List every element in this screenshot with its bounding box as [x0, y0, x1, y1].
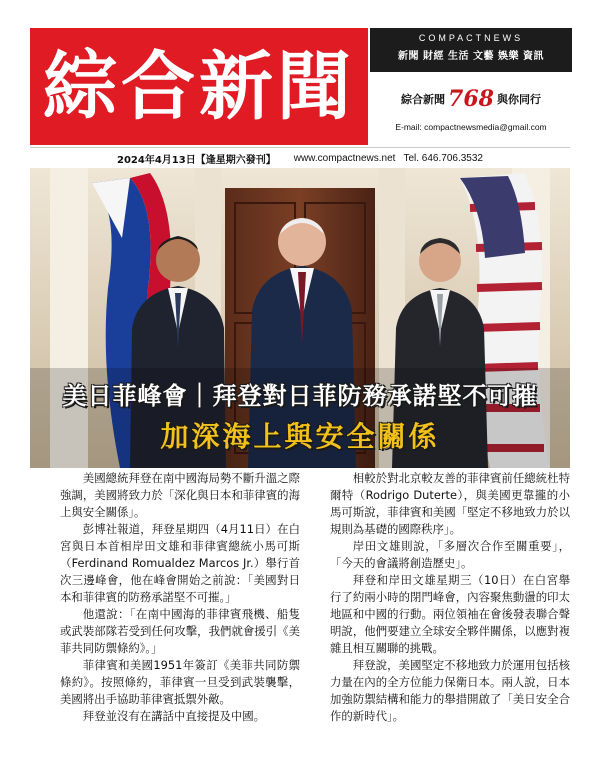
tagline-number: 768	[448, 86, 494, 112]
paragraph: 岸田文雄則說，「多層次合作至關重要」，「今天的會議將創造歷史」。	[330, 539, 570, 570]
tagline-suffix: 與你同行	[496, 93, 541, 106]
paragraph: 美國總統拜登在南中國海局勢不斷升溫之際強調，美國將致力於「深化與日本和菲律賓的海上與安全關係」。	[60, 471, 300, 519]
headline-block	[30, 376, 570, 455]
brand-block	[368, 28, 572, 145]
headline-main: 美日菲峰會｜拜登對日菲防務承諾堅不可摧	[62, 382, 538, 410]
website-link[interactable]: www.compactnews.net	[293, 152, 396, 164]
contact-email: E-mail: compactnewsmedia@gmail.com	[395, 122, 547, 132]
article-column-left	[60, 470, 300, 725]
headline-sub: 加深海上與安全關係	[160, 420, 440, 453]
paragraph: 彭博社報道，拜登星期四（4月11日）在白宮與日本首相岸田文雄和菲律賓總統小馬可斯（Ferdinand Romualdez Marcos Jr.）舉行首次三邊峰會，他在峰會開始之前說：「美國對日本和菲律賓的防務承諾堅不可摧。」	[60, 522, 300, 604]
brand-banner	[370, 28, 572, 72]
brand-tagline	[370, 86, 572, 112]
paragraph: 拜登說，美國堅定不移地致力於運用包括核力量在內的全方位能力保衛日本。兩人說，日本加強防禦結構和能力的舉措開啟了「美日安全合作的新時代」。	[330, 658, 570, 723]
paragraph: 拜登並沒有在講話中直接提及中國。	[82, 709, 266, 723]
paragraph: 相較於對北京較友善的菲律賓前任總統杜特爾特（Rodrigo Duterte），與美國更靠攏的小馬可斯說，菲律賓和美國「堅定不移地致力於以規則為基礎的國際秩序」。	[330, 471, 570, 536]
brand-categories: 新聞 財經 生活 文藝 娛樂 資訊	[398, 51, 544, 62]
paragraph: 他還說：「在南中國海的菲律賓飛機、船隻或武裝部隊若受到任何攻擊，我們就會援引《美菲共同防禦條約》。」	[60, 607, 300, 655]
masthead	[30, 28, 570, 145]
brand-english-name: COMPACTNEWS	[418, 33, 524, 43]
newspaper-title: 綜合新聞	[43, 43, 355, 130]
paragraph: 菲律賓和美國1951年簽訂《美菲共同防禦條約》。按照條約，菲律賓一旦受到武裝襲擊，美國將出手協助菲律賓抵禦外敵。	[60, 658, 300, 706]
dateline-bar	[30, 147, 570, 168]
phone-number: Tel. 646.706.3532	[403, 152, 483, 164]
masthead-title-block	[30, 28, 368, 145]
article-column-right	[330, 470, 570, 725]
tagline-prefix: 綜合新聞	[401, 93, 446, 106]
issue-date: 2024年4月13日【逢星期六發刊】	[117, 154, 276, 166]
article-body	[60, 470, 570, 750]
paragraph: 拜登和岸田文雄星期三（10日）在白宮舉行了約兩小時的閉門峰會，內容聚焦動盪的印太地區和中國的行動。兩位領袖在會後發表聯合聲明說，他們要建立全球安全夥伴關係，以應對複雜且相互關聯的挑戰。	[330, 573, 570, 655]
